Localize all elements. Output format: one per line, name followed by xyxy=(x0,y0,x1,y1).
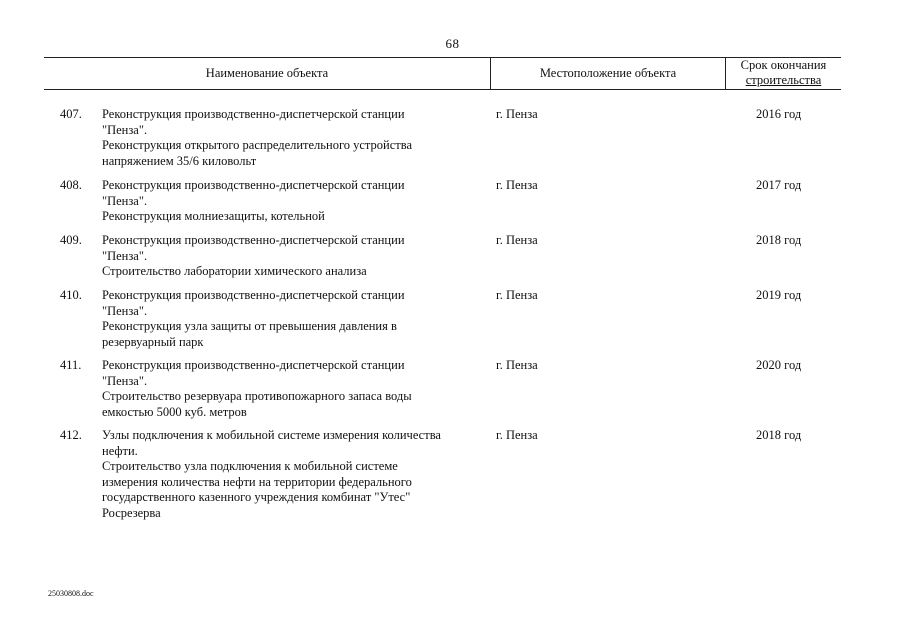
completion-term: 2016 год xyxy=(756,107,802,121)
object-name-line: Реконструкция производственно-диспетчерской станции xyxy=(102,288,405,302)
object-name-line: измерения количества нефти на территории федерального xyxy=(102,474,412,489)
row-number: 409. xyxy=(60,233,82,247)
object-location: г. Пенза xyxy=(496,178,538,192)
row-number: 407. xyxy=(60,107,82,121)
object-name-line: Строительство узла подключения к мобильной системе xyxy=(102,459,398,473)
object-name-line: Реконструкция производственно-диспетчерской станции xyxy=(102,178,405,192)
row-number: 410. xyxy=(60,288,82,302)
object-name-line: Строительство лаборатории химического анализа xyxy=(102,264,367,278)
object-name-line: Реконструкция открытого распределительного устройства xyxy=(102,138,413,152)
object-name-line: Реконструкция производственно-диспетчерской станции xyxy=(102,107,405,121)
completion-term: 2018 год xyxy=(756,428,802,442)
object-name-line: Реконструкция производственно-диспетчерской станции xyxy=(102,358,405,372)
completion-term: 2020 год xyxy=(756,358,802,372)
object-name-line: нефти. xyxy=(102,443,138,458)
header-bottom-rule xyxy=(44,89,841,90)
completion-term: 2017 год xyxy=(756,178,802,192)
header-location: Местоположение объекта xyxy=(539,66,677,80)
object-name-line: "Пенза". xyxy=(102,248,148,263)
header-term xyxy=(726,58,841,88)
object-name-line: емкостью 5000 куб. метров xyxy=(102,404,247,419)
object-name-line: государственного казенного учреждения комбинат "Утес" xyxy=(102,490,411,504)
object-name-line: "Пенза". xyxy=(102,193,148,208)
object-name-line: "Пенза". xyxy=(102,373,148,388)
row-number: 412. xyxy=(60,428,82,442)
object-name xyxy=(102,178,497,225)
object-location: г. Пенза xyxy=(496,233,538,247)
object-name-line: Реконструкция узла защиты от превышения давления в xyxy=(102,319,397,333)
header-name: Наименование объекта xyxy=(205,66,329,80)
header-term-line2: строительства xyxy=(745,73,822,87)
object-name-line: резервуарный парк xyxy=(102,334,204,349)
object-name xyxy=(102,107,497,169)
object-name-line: напряжением 35/6 киловольт xyxy=(102,153,257,168)
object-name-line: "Пенза". xyxy=(102,303,148,318)
object-location: г. Пенза xyxy=(496,428,538,442)
object-name xyxy=(102,288,497,350)
object-name-line: Реконструкция молниезащиты, котельной xyxy=(102,209,325,223)
object-name-line: Узлы подключения к мобильной системе измерения количества xyxy=(102,428,441,442)
header-top-rule xyxy=(44,57,841,58)
object-name xyxy=(102,358,497,420)
completion-term: 2019 год xyxy=(756,288,802,302)
header-term-line1: Срок окончания xyxy=(740,58,827,72)
object-name-line: "Пенза". xyxy=(102,122,148,137)
object-name xyxy=(102,233,497,280)
footer-filename: 25030808.doc xyxy=(48,589,94,598)
page-number: 68 xyxy=(445,36,460,51)
object-location: г. Пенза xyxy=(496,358,538,372)
object-name xyxy=(102,428,497,521)
object-location: г. Пенза xyxy=(496,288,538,302)
completion-term: 2018 год xyxy=(756,233,802,247)
object-name-line: Реконструкция производственно-диспетчерской станции xyxy=(102,233,405,247)
row-number: 411. xyxy=(60,358,82,372)
row-number: 408. xyxy=(60,178,82,192)
object-location: г. Пенза xyxy=(496,107,538,121)
object-name-line: Строительство резервуара противопожарного запаса воды xyxy=(102,389,412,403)
object-name-line: Росрезерва xyxy=(102,505,161,520)
